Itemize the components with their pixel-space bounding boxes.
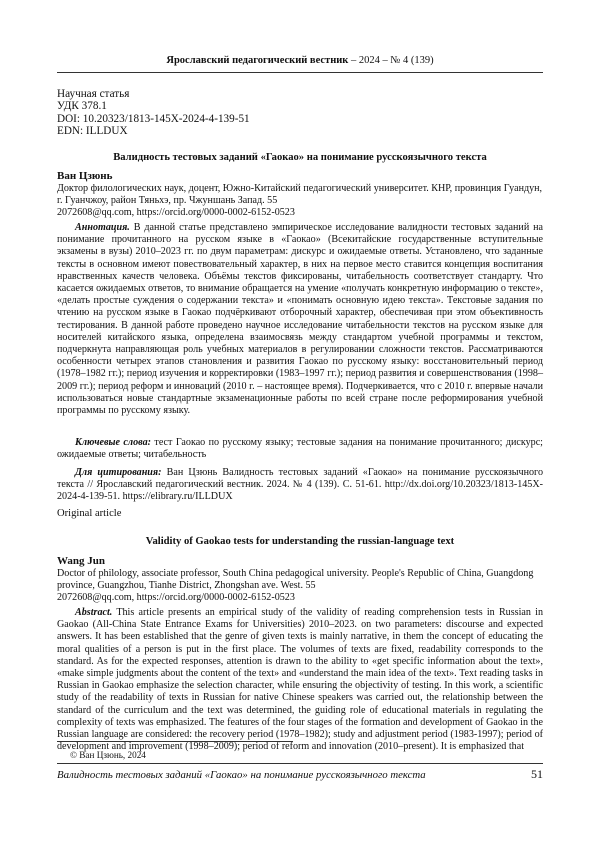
ru-abstract-label: Аннотация.: [75, 222, 130, 233]
en-author: Wang Jun: [57, 555, 105, 567]
journal-header: [57, 55, 543, 66]
en-contacts: 2072608@qq.com, https://orcid.org/0000-0002-6152-0523: [57, 592, 295, 604]
ru-keywords-text: тест Гаокао по русскому языку; тестовые задания на понимание прочитанного; дискурс; ожидаемые ответы; читабельность: [57, 437, 543, 461]
ru-abstract-text: В данной статье представлено эмпирическое исследование валидности тестовых заданий на понимание прочитанного на русском языке в «Гаокао» (Всекитайские государственные вступительные экзамены в вузы) 2010–2023 гг. по двум параметрам: дискурс и ожидаемые ответы. Установлено, что заданные тексты в основном имеют повествовательный характер, в них на первое место ставится концепция воспитания нравственных качеств человека. Объёмы текстов фиксированы, читабельность соответствует стандарту. Что касается ожидаемых ответов, то внимание обращается на умение «получать конкретную информацию о тексте», «делать простые суждения о содержании текста» и «понимать основную идею текста». Текстовые задания по чтению на русском языке в Гаокао подчёркивают отборочный характер, обеспечивая при этом объективность тестирования. В данной работе проведено научное исследование читабельности текстов на русском языке для носителей китайского языка, определена взаимосвязь между стандартом учебной программы и текстом, подчеркнута направляющая роль учебных материалов в регулировании сложности текстов. Рассматриваются особенности четырех этапов становления и развития Гаокао по русскому языку: восстановительный период (1978–1982 гг.); период изучения и корректировки (1983–1997 гг.); период развития и совершенствования (1998–2009 гг.); период реформ и инноваций (2010 г. – настоящее время). Подчеркивается, что с 2010 г. впервые начали использоваться новые стандартные экзаменационные работы по всей стране после реформирования учебной программы по русскому языку.: [57, 222, 543, 417]
en-abstract-label: Abstract.: [75, 607, 113, 618]
ru-keywords: [57, 437, 543, 461]
ru-affiliation: [57, 183, 543, 220]
article-type: Научная статья: [57, 88, 130, 100]
doi: DOI: 10.20323/1813-145X-2024-4-139-51: [57, 112, 250, 125]
copyright-footnote: © Ван Цзюнь, 2024: [70, 750, 146, 760]
ru-citation-label: Для цитирования:: [75, 467, 162, 478]
ru-affiliation-text: Доктор филологических наук, доцент, Южно-Китайский педагогический университет. КНР, провинция Гуандун, г. Гуанчжоу, район Тяньхэ, пр. Чжуншань Запад. 55: [57, 183, 543, 207]
footnote-rule: [57, 741, 293, 742]
ru-abstract: [57, 222, 543, 417]
en-affiliation: [57, 568, 543, 605]
edn: EDN: ILLDUX: [57, 125, 128, 138]
page-number: 51: [531, 767, 543, 781]
en-title: Validity of Gaokao tests for understanding the russian-language text: [145, 536, 455, 547]
journal-name: Ярославский педагогический вестник: [166, 55, 349, 66]
ru-citation: [57, 467, 543, 504]
ru-keywords-label: Ключевые слова:: [75, 437, 151, 448]
ru-contacts: 2072608@qq.com, https://orcid.org/0000-0002-6152-0523: [57, 207, 295, 219]
running-title: Валидность тестовых заданий «Гаокао» на понимание русскоязычного текста: [57, 769, 426, 781]
journal-issue: – 2024 – № 4 (139): [350, 55, 434, 66]
en-abstract: [57, 607, 543, 753]
header-rule: [57, 72, 543, 73]
en-article-type: Original article: [57, 508, 122, 519]
article-meta: [57, 88, 250, 138]
ru-citation-text: Ван Цзюнь Валидность тестовых заданий «Гаокао» на понимание русскоязычного текста // Ярославский педагогический вестник. 2024. № 4 (139). С. 51-61. http://dx.doi.org/10.20323/1813-145X-2024-4-139-51. https://elibrary.ru/ILLDUX: [57, 467, 543, 503]
ru-author: Ван Цзюнь: [57, 170, 113, 182]
footer-rule: [57, 763, 543, 764]
en-affiliation-text: Doctor of philology, associate professor, South China pedagogical university. People's Republic of China, Guangdong province, Guangzhou, Tianhe District, Zhongshan ave. West. 55: [57, 568, 534, 592]
en-abstract-text: This article presents an empirical study of the validity of reading comprehension tests in Russian in Gaokao (All-China State Entrance Exams for Universities) 2010–2023. on two parameters: discourse and expected answers. It has been established that the genre of given texts is mainly narrative, in them the concept of educating the moral qualities of a person is put in the first place. The volumes of texts are fixed, readability corresponds to the standard. As for the expected responses, attention is drawn to the ability to «get specific information about the text», «make simple judgments about the content of the text» and «understand the main idea of the text». Text reading tasks in Russian in Gaokao emphasize the selection character, while ensuring the objectivity of testing. In this work, a scientific study of the readability of texts in Russian for native Chinese speakers was carried out, the relationship between the standard of the curriculum and the text was determined, the guiding role of educational materials in regulating the complexity of texts was emphasized. The features of the four stages of the formation and development of Gaokao in the Russian language are considered: the recovery period (1978–1982); study and adjustment period (1983-1997); period of development and improvement (1998–2009); period of reform and innovation (2010–present). It is emphasized that: [57, 607, 543, 753]
ru-title: Валидность тестовых заданий «Гаокао» на понимание русскоязычного текста: [113, 152, 487, 163]
udk: УДК 378.1: [57, 100, 107, 113]
